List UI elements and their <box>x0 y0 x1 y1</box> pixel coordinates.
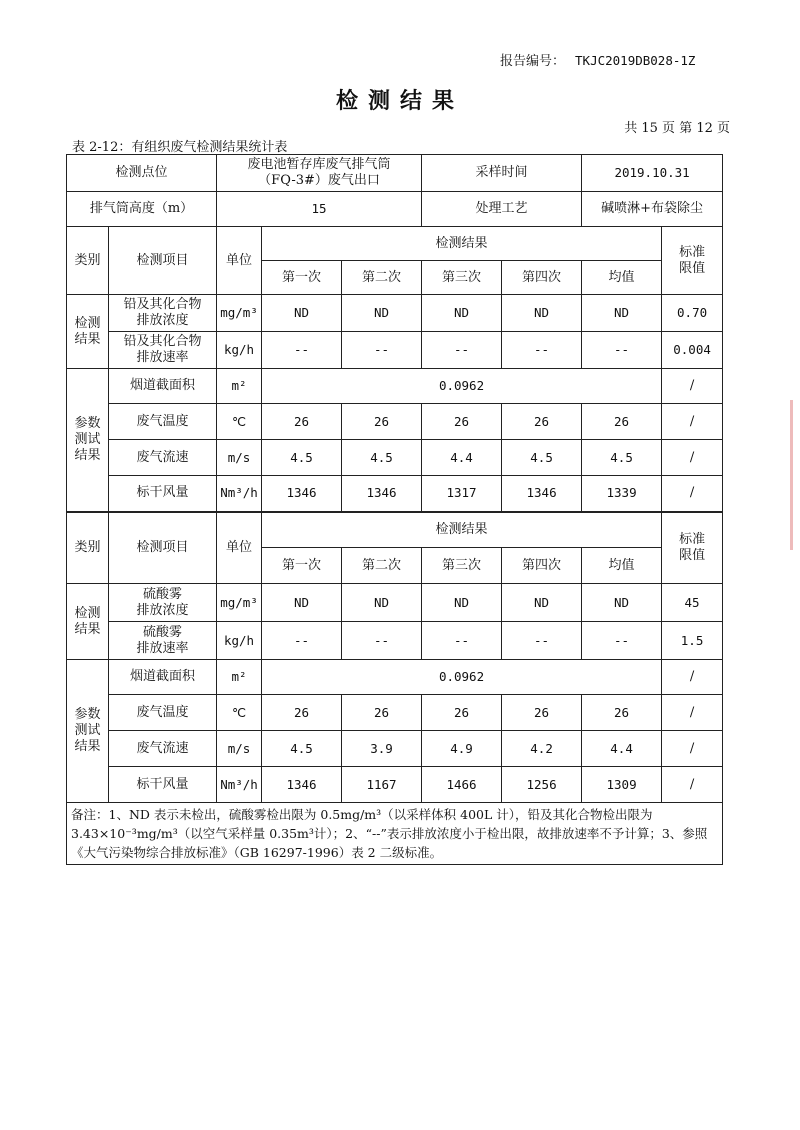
unit: m² <box>217 660 262 695</box>
value-run-2: ND <box>342 584 422 622</box>
value-run-1: -- <box>262 622 342 660</box>
value-run-1: -- <box>262 332 342 369</box>
value-run-4: 26 <box>502 404 582 440</box>
area-value: 0.0962 <box>262 660 662 695</box>
header-item: 检测项目 <box>109 227 217 295</box>
header-run-4: 第四次 <box>502 261 582 295</box>
value-run-3: 4.4 <box>422 440 502 476</box>
group-params-label: 参数 测试 结果 <box>67 660 109 803</box>
height-label: 排气筒高度（m） <box>67 192 217 227</box>
header-run-3: 第三次 <box>422 261 502 295</box>
standard-limit: / <box>662 369 723 404</box>
report-number-label: 报告编号： <box>500 54 566 69</box>
table-row <box>67 584 723 622</box>
value-run-1: ND <box>262 584 342 622</box>
item-name: 烟道截面积 <box>109 369 217 404</box>
unit: kg/h <box>217 332 262 369</box>
results-table <box>66 154 723 865</box>
unit: m/s <box>217 440 262 476</box>
header-category: 类别 <box>67 227 109 295</box>
header-standard: 标准 限值 <box>662 512 723 584</box>
table-row <box>67 332 723 369</box>
value-run-4: 1346 <box>502 476 582 512</box>
value-mean: -- <box>582 622 662 660</box>
value-run-2: 26 <box>342 404 422 440</box>
item-name: 废气流速 <box>109 731 217 767</box>
header-standard: 标准 限值 <box>662 227 723 295</box>
value-run-3: 4.9 <box>422 731 502 767</box>
header-item: 检测项目 <box>109 512 217 584</box>
value-run-3: -- <box>422 332 502 369</box>
item-name: 硫酸雾 排放速率 <box>109 622 217 660</box>
value-run-1: 1346 <box>262 476 342 512</box>
value-run-1: 4.5 <box>262 731 342 767</box>
value-mean: 4.5 <box>582 440 662 476</box>
value-run-2: 1346 <box>342 476 422 512</box>
unit: Nm³/h <box>217 476 262 512</box>
report-number <box>500 50 695 69</box>
header-run-3: 第三次 <box>422 548 502 584</box>
unit: ℃ <box>217 404 262 440</box>
standard-limit: 0.004 <box>662 332 723 369</box>
value-run-1: ND <box>262 295 342 332</box>
value-mean: 26 <box>582 695 662 731</box>
table-note: 备注：1、ND 表示未检出，硫酸雾检出限为 0.5mg/m³（以采样体积 400L 计），铅及其化合物检出限为 3.43×10⁻³mg/m³（以空气采样量 0.35m³计）；2、“--”表示排放浓度小于检出限，故排放速率不予计算；3、参照《大气污染物综合排放标准》（GB 16297-1996）表 2 二级标准。 <box>67 803 723 865</box>
note-row <box>67 803 723 865</box>
value-mean: -- <box>582 332 662 369</box>
value-mean: 26 <box>582 404 662 440</box>
item-name: 硫酸雾 排放浓度 <box>109 584 217 622</box>
page-info: 共 15 页 第 12 页 <box>624 121 730 136</box>
header-run-4: 第四次 <box>502 548 582 584</box>
value-run-4: 1256 <box>502 767 582 803</box>
value-mean: 4.4 <box>582 731 662 767</box>
unit: m² <box>217 369 262 404</box>
standard-limit: / <box>662 404 723 440</box>
time-label: 采样时间 <box>422 155 582 192</box>
standard-limit: / <box>662 731 723 767</box>
item-name: 烟道截面积 <box>109 660 217 695</box>
header-run-mean: 均值 <box>582 548 662 584</box>
value-run-3: ND <box>422 584 502 622</box>
value-run-3: ND <box>422 295 502 332</box>
standard-limit: / <box>662 695 723 731</box>
area-value: 0.0962 <box>262 369 662 404</box>
value-run-4: ND <box>502 295 582 332</box>
table-row <box>67 695 723 731</box>
value-run-2: ND <box>342 295 422 332</box>
value-run-2: -- <box>342 622 422 660</box>
point-label: 检测点位 <box>67 155 217 192</box>
table-row <box>67 476 723 512</box>
process-label: 处理工艺 <box>422 192 582 227</box>
height-value: 15 <box>217 192 422 227</box>
standard-limit: 1.5 <box>662 622 723 660</box>
standard-limit: 0.70 <box>662 295 723 332</box>
value-run-2: 4.5 <box>342 440 422 476</box>
unit: mg/m³ <box>217 295 262 332</box>
header-run-1: 第一次 <box>262 261 342 295</box>
group-detect-label: 检测 结果 <box>67 584 109 660</box>
value-run-2: -- <box>342 332 422 369</box>
value-run-2: 26 <box>342 695 422 731</box>
value-run-1: 1346 <box>262 767 342 803</box>
header-result: 检测结果 <box>262 512 662 548</box>
header-run-2: 第二次 <box>342 548 422 584</box>
value-run-3: 1466 <box>422 767 502 803</box>
table-row <box>67 295 723 332</box>
table-row <box>67 404 723 440</box>
table-row <box>67 369 723 404</box>
value-run-4: 26 <box>502 695 582 731</box>
value-run-4: -- <box>502 332 582 369</box>
report-number-value: TKJC2019DB028-1Z <box>575 53 696 68</box>
unit: mg/m³ <box>217 584 262 622</box>
value-run-3: 26 <box>422 695 502 731</box>
unit: Nm³/h <box>217 767 262 803</box>
group-detect-label: 检测 结果 <box>67 295 109 369</box>
standard-limit: / <box>662 476 723 512</box>
info-row-point <box>67 155 723 192</box>
standard-limit: 45 <box>662 584 723 622</box>
time-value: 2019.10.31 <box>582 155 723 192</box>
item-name: 标干风量 <box>109 767 217 803</box>
value-run-4: 4.5 <box>502 440 582 476</box>
table-row <box>67 767 723 803</box>
table-row <box>67 440 723 476</box>
header-run-2: 第二次 <box>342 261 422 295</box>
standard-limit: / <box>662 440 723 476</box>
value-mean: 1339 <box>582 476 662 512</box>
process-value: 碱喷淋+布袋除尘 <box>582 192 723 227</box>
section1-header-row <box>67 227 723 261</box>
value-run-2: 1167 <box>342 767 422 803</box>
value-run-3: 26 <box>422 404 502 440</box>
value-run-4: -- <box>502 622 582 660</box>
item-name: 废气温度 <box>109 695 217 731</box>
value-run-1: 26 <box>262 695 342 731</box>
value-run-1: 26 <box>262 404 342 440</box>
header-run-mean: 均值 <box>582 261 662 295</box>
item-name: 废气温度 <box>109 404 217 440</box>
value-run-3: -- <box>422 622 502 660</box>
header-unit: 单位 <box>217 227 262 295</box>
header-run-1: 第一次 <box>262 548 342 584</box>
value-mean: 1309 <box>582 767 662 803</box>
page-title: 检测结果 <box>335 88 464 114</box>
item-name: 废气流速 <box>109 440 217 476</box>
header-category: 类别 <box>67 512 109 584</box>
item-name: 铅及其化合物 排放速率 <box>109 332 217 369</box>
section2-header-row <box>67 512 723 548</box>
value-mean: ND <box>582 295 662 332</box>
unit: kg/h <box>217 622 262 660</box>
point-value: 废电池暂存库废气排气筒 （FQ-3#）废气出口 <box>217 155 422 192</box>
value-mean: ND <box>582 584 662 622</box>
table-caption: 表 2-12：有组织废气检测结果统计表 <box>72 140 288 155</box>
unit: m/s <box>217 731 262 767</box>
info-row-height <box>67 192 723 227</box>
value-run-4: ND <box>502 584 582 622</box>
table-row <box>67 660 723 695</box>
value-run-4: 4.2 <box>502 731 582 767</box>
value-run-2: 3.9 <box>342 731 422 767</box>
value-run-3: 1317 <box>422 476 502 512</box>
item-name: 铅及其化合物 排放浓度 <box>109 295 217 332</box>
header-result: 检测结果 <box>262 227 662 261</box>
value-run-1: 4.5 <box>262 440 342 476</box>
table-row <box>67 731 723 767</box>
standard-limit: / <box>662 660 723 695</box>
standard-limit: / <box>662 767 723 803</box>
group-params-label: 参数 测试 结果 <box>67 369 109 512</box>
unit: ℃ <box>217 695 262 731</box>
item-name: 标干风量 <box>109 476 217 512</box>
seal-stamp <box>790 400 800 550</box>
header-unit: 单位 <box>217 512 262 584</box>
table-row <box>67 622 723 660</box>
